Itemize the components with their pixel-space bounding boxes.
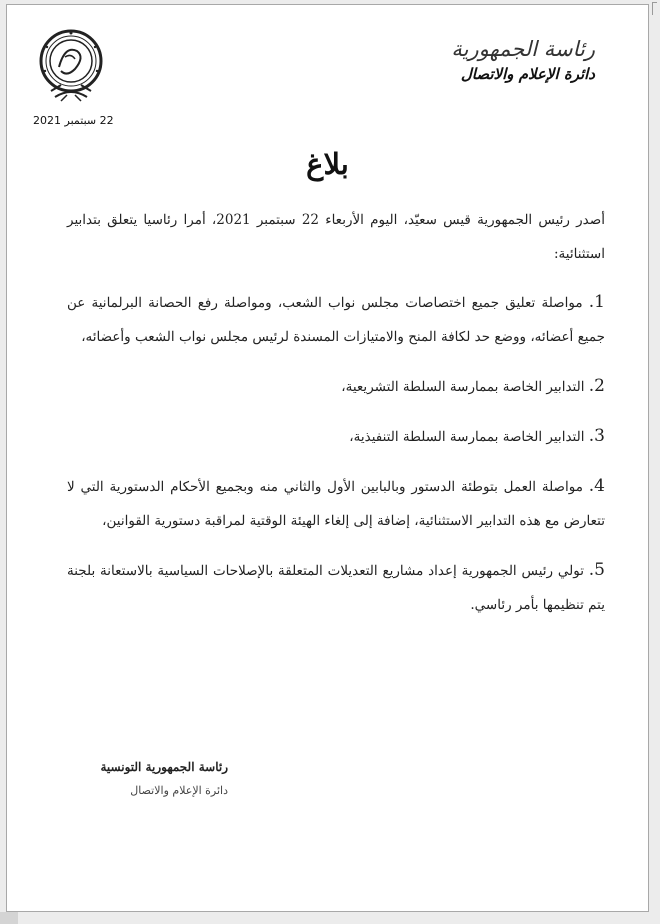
item-number: 1. [588, 292, 605, 312]
signature-block [68, 755, 228, 803]
list-item [67, 469, 605, 538]
item-number: 2. [588, 376, 605, 396]
signature-line-1: رئاسة الجمهورية التونسية [100, 760, 228, 774]
item-text: التدابير الخاصة بممارسة السلطة التشريعية، [341, 379, 585, 395]
scrollbar-stub [652, 2, 657, 15]
presidency-calligraphy: رئاسة الجمهورية [451, 37, 595, 61]
communique-title: بلاغ [306, 147, 349, 181]
list-item [67, 369, 605, 404]
issue-date: 22 سبتمبر 2021 [33, 114, 114, 127]
document-page [6, 4, 649, 912]
department-name: دائرة الإعلام والاتصال [460, 65, 595, 83]
corner-marker [0, 912, 18, 924]
signature-line-2: دائرة الإعلام والاتصال [130, 784, 228, 797]
item-text: مواصلة تعليق جميع اختصاصات مجلس نواب الشعب، ومواصلة رفع الحصانة البرلمانية عن جميع أعضائه، ووضع حد لكافة المنح والامتيازات المسندة لرئيس مجلس نواب الشعب وأعضائه، [67, 295, 605, 345]
item-number: 3. [588, 426, 605, 446]
list-item [67, 553, 605, 622]
list-item [67, 419, 605, 454]
presidency-seal-icon [37, 27, 105, 107]
letterhead [415, 35, 595, 85]
intro-paragraph: أصدر رئيس الجمهورية قيس سعيّد، اليوم الأربعاء 22 سبتمبر 2021، أمرا رئاسيا يتعلق بتدابير استثنائية: [67, 212, 605, 262]
list-item [67, 285, 605, 354]
item-number: 5. [588, 560, 605, 580]
item-text: مواصلة العمل بتوطئة الدستور وبالبابين الأول والثاني منه وبجميع الأحكام الدستورية التي لا تتعارض مع هذه التدابير الاستثنائية، إضافة إلى إلغاء الهيئة الوقتية لمراقبة دستورية القوانين، [67, 479, 605, 529]
item-text: التدابير الخاصة بممارسة السلطة التنفيذية، [349, 429, 585, 445]
item-text: تولي رئيس الجمهورية إعداد مشاريع التعديلات المتعلقة بالإصلاحات السياسية بالاستعانة بلجنة يتم تنظيمها بأمر رئاسي. [67, 563, 605, 613]
item-number: 4. [588, 476, 605, 496]
communique-body [67, 203, 605, 637]
